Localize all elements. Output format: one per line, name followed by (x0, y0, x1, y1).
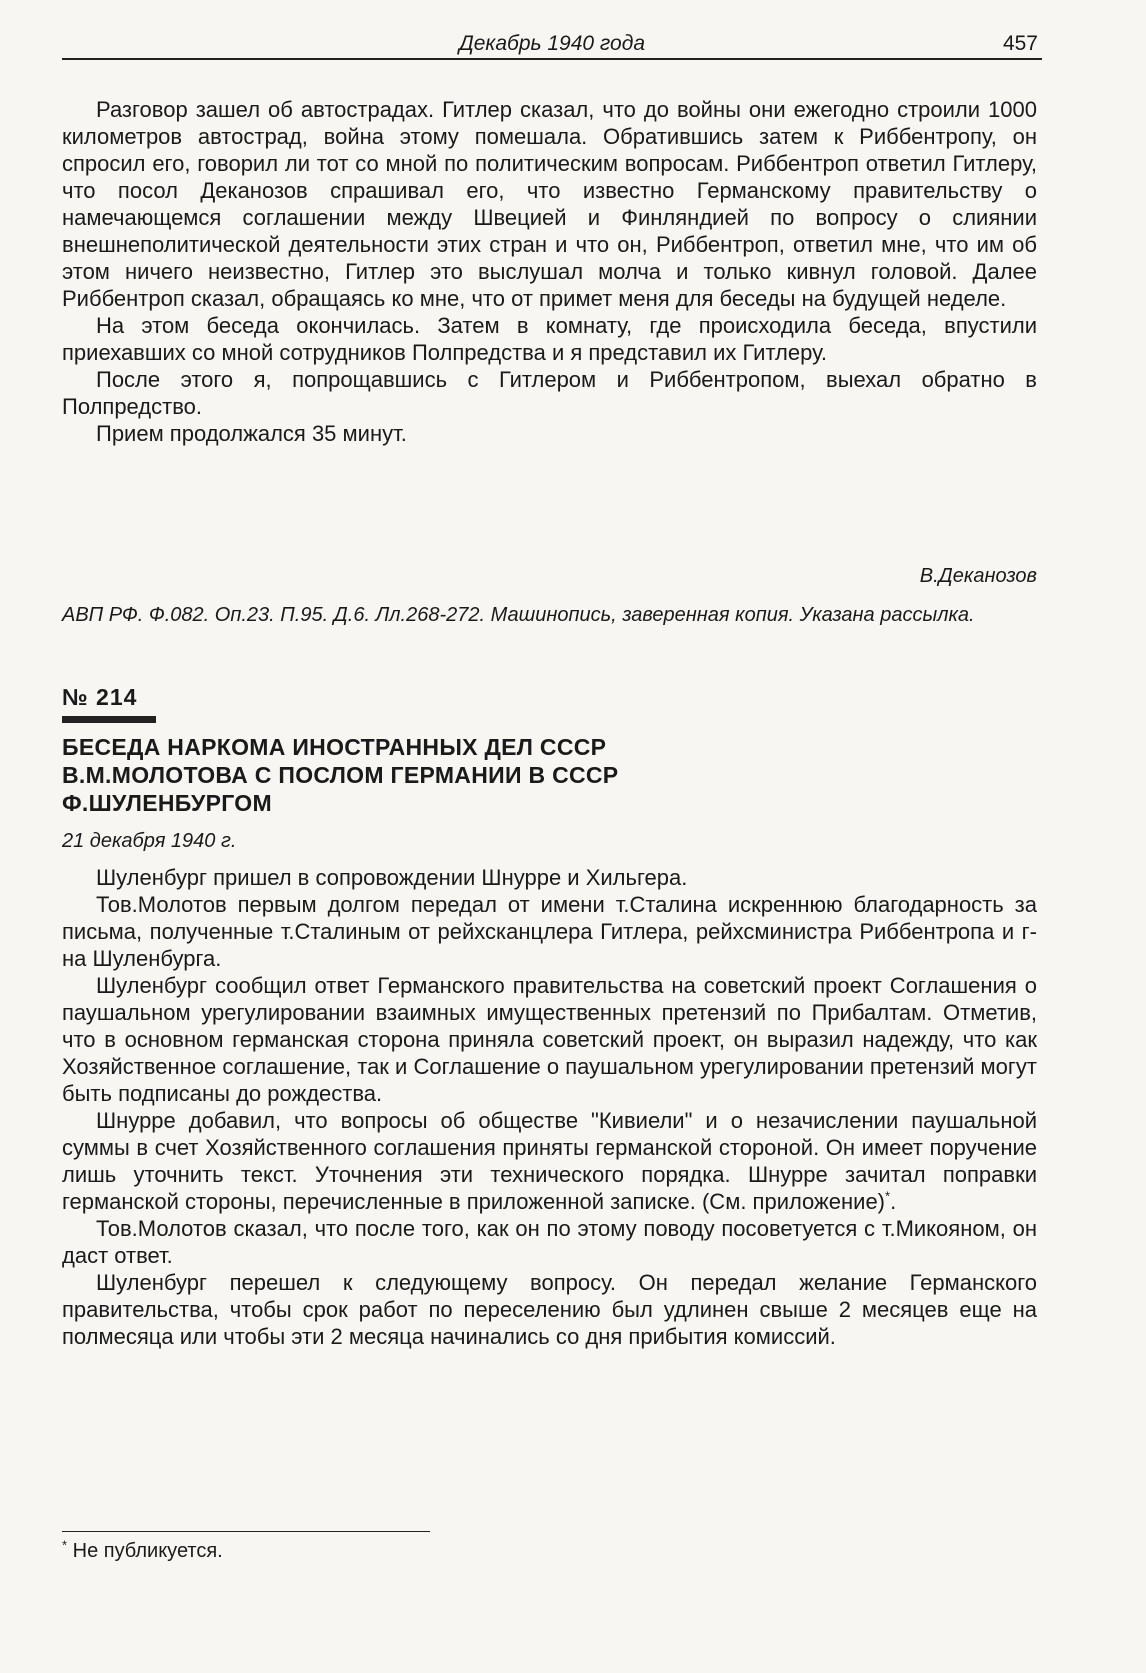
document-number: № 214 (62, 684, 138, 710)
paragraph: Тов.Молотов сказал, что после того, как он по этому поводу посоветуется с т.Микояном, он даст ответ. (62, 1216, 1037, 1268)
heading-line: В.М.МОЛОТОВА С ПОСЛОМ ГЕРМАНИИ В СССР (62, 762, 619, 788)
paragraph: Шуленбург сообщил ответ Германского правительства на советский проект Соглашения о паушальном урегулировании взаимных имущественных претензий по Прибалтам. Отметив, что в основном германская сторона приняла советский проект, он выразил надежду, что как Хозяйственное соглашение, так и Соглашение о паушальном урегулировании претензий могут быть подписаны до рождества. (62, 973, 1037, 1106)
paragraph: Шуленбург пришел в сопровождении Шнурре и Хильгера. (96, 865, 688, 890)
paragraph-text: Шнурре добавил, что вопросы об обществе "Кивиели" и о незачислении паушальной суммы в счет Хозяйственного соглашения приняты германской стороной. Он имеет поручение лишь уточнить текст. Уточнения эти технического порядка. Шнурре зачитал поправки германской стороны, перечисленные в приложенной записке. (См. приложение) (62, 1108, 1037, 1214)
footnote-marker: * (885, 1188, 891, 1204)
text-block-document-214 (62, 864, 1037, 1350)
archive-reference: АВП РФ. Ф.082. Оп.23. П.95. Д.6. Лл.268-272. Машинопись, заверенная копия. Указана рассылка. (62, 604, 975, 626)
paragraph: Тов.Молотов первым долгом передал от имени т.Сталина искреннюю благодарность за письма, полученные т.Сталиным от рейхсканцлера Гитлера, рейхсминистра Риббентропа и г-на Шуленбурга. (62, 892, 1037, 971)
running-header (62, 30, 1042, 60)
footnote (62, 1537, 223, 1563)
paragraph-with-footnote (62, 1107, 1037, 1215)
document-heading (62, 733, 822, 817)
heading-line: БЕСЕДА НАРКОМА ИНОСТРАННЫХ ДЕЛ СССР (62, 734, 607, 760)
document-number-rule (62, 716, 156, 723)
paragraph: Шуленбург перешел к следующему вопросу. Он передал желание Германского правительства, чтобы срок работ по переселению был удлинен свыше 2 месяцев еще на полмесяца или чтобы эти 2 месяца начинались со дня прибытия комиссий. (62, 1270, 1037, 1349)
heading-line: Ф.ШУЛЕНБУРГОМ (62, 790, 272, 816)
paragraph: На этом беседа окончилась. Затем в комнату, где происходила беседа, впустили приехавших со мной сотрудников Полпредства и я представил их Гитлеру. (62, 313, 1037, 365)
paragraph-end: . (890, 1189, 897, 1214)
paragraph: Разговор зашел об автострадах. Гитлер сказал, что до войны они ежегодно строили 1000 километров автострад, война этому помешала. Обратившись затем к Риббентропу, он спросил его, говорил ли тот со мной по политическим вопросам. Риббентроп ответил Гитлеру, что посол Деканозов спрашивал его, что известно Германскому правительству о намечающемся соглашении между Швецией и Финляндией по вопросу о слиянии внешнеполитической деятельности этих стран и что он, Риббентроп, ответил мне, что им об этом ничего неизвестно, Гитлер это выслушал молча и только кивнул головой. Далее Риббентроп сказал, обращаясь ко мне, что от примет меня для беседы на будущей неделе. (62, 97, 1037, 311)
footnote-mark: * (62, 1537, 68, 1553)
text-block-previous-document (62, 96, 1037, 447)
document-date: 21 декабря 1940 г. (62, 830, 237, 852)
footnote-text: Не публикуется. (72, 1540, 223, 1562)
signature: В.Деканозов (919, 565, 1037, 587)
page-number: 457 (1002, 32, 1038, 55)
footnote-separator (62, 1531, 430, 1532)
paragraph: Прием продолжался 35 минут. (96, 421, 407, 446)
paragraph: После этого я, попрощавшись с Гитлером и Риббентропом, выехал обратно в Полпредство. (62, 367, 1037, 419)
running-title: Декабрь 1940 года (458, 32, 646, 55)
